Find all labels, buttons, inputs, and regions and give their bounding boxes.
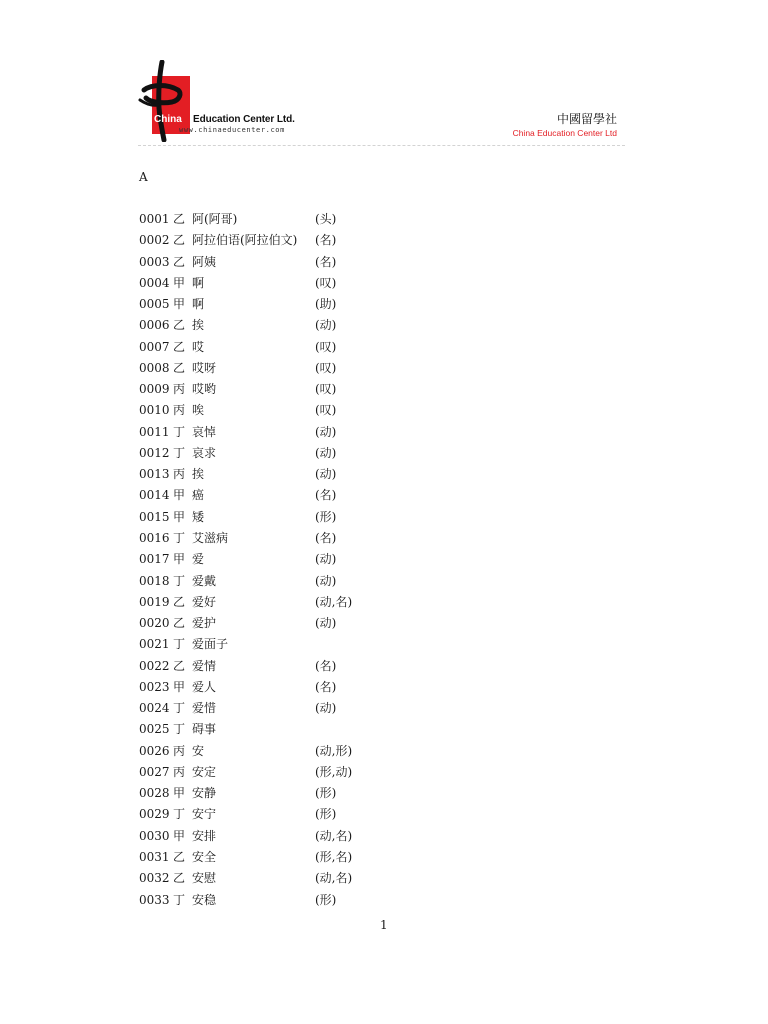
entry-level: 乙 xyxy=(173,849,186,864)
entry-level: 甲 xyxy=(173,552,186,567)
entry-number: 0019 xyxy=(139,594,170,609)
entry-number: 0021 xyxy=(139,637,170,652)
entry-part-of-speech: (形) xyxy=(315,509,337,524)
entry-word: 癌 xyxy=(192,488,205,503)
entry-level: 丙 xyxy=(173,403,186,418)
entry-level: 丁 xyxy=(173,424,186,439)
entry-level: 乙 xyxy=(173,233,186,248)
entry-word: 挨 xyxy=(192,318,205,333)
entry-part-of-speech: (动,名) xyxy=(315,871,353,886)
entry-level: 丁 xyxy=(173,892,186,907)
entry-number: 0031 xyxy=(139,849,170,864)
entry-number: 0008 xyxy=(139,360,170,375)
entry-part-of-speech: (动,形) xyxy=(315,743,353,758)
entry-level: 丁 xyxy=(173,637,186,652)
entry-number: 0028 xyxy=(139,786,170,801)
entry-level: 丙 xyxy=(173,382,186,397)
entry-word: 安定 xyxy=(192,764,217,779)
entry-word: 哀求 xyxy=(192,445,217,460)
entry-part-of-speech: (形) xyxy=(315,807,337,822)
header-divider xyxy=(138,145,625,146)
entry-level: 乙 xyxy=(173,339,186,354)
entry-word: 哎 xyxy=(192,339,205,354)
entry-level: 丙 xyxy=(173,467,186,482)
entry-word: 爱好 xyxy=(192,594,217,609)
entry-level: 丁 xyxy=(173,530,186,545)
entry-part-of-speech: (动) xyxy=(315,424,337,439)
entry-word: 哀悼 xyxy=(192,424,217,439)
entry-part-of-speech: (形) xyxy=(315,786,337,801)
entry-part-of-speech: (形,动) xyxy=(315,764,353,779)
entry-level: 甲 xyxy=(173,786,186,801)
entry-part-of-speech: (叹) xyxy=(315,382,337,397)
entry-level: 丁 xyxy=(173,573,186,588)
entry-level: 甲 xyxy=(173,488,186,503)
entry-part-of-speech: (叹) xyxy=(315,403,337,418)
entry-level: 丁 xyxy=(173,722,186,737)
entry-level: 甲 xyxy=(173,297,186,312)
entry-number: 0032 xyxy=(139,871,170,886)
entry-word: 阿拉伯语(阿拉伯文) xyxy=(192,233,298,248)
entry-word: 艾滋病 xyxy=(192,530,229,545)
entry-number: 0027 xyxy=(139,764,170,779)
entry-level: 乙 xyxy=(173,360,186,375)
entry-part-of-speech: (动,名) xyxy=(315,828,353,843)
entry-part-of-speech: (形,名) xyxy=(315,849,353,864)
entry-number: 0016 xyxy=(139,530,170,545)
entry-number: 0003 xyxy=(139,254,170,269)
page-header xyxy=(138,60,625,146)
entry-word: 爱人 xyxy=(192,679,217,694)
entry-number: 0012 xyxy=(139,445,170,460)
entry-part-of-speech: (叹) xyxy=(315,339,337,354)
entry-word: 哎呀 xyxy=(192,360,217,375)
entry-number: 0006 xyxy=(139,318,170,333)
entry-word: 安宁 xyxy=(192,807,217,822)
entry-number: 0009 xyxy=(139,382,170,397)
entry-number: 0001 xyxy=(139,212,170,226)
entry-part-of-speech: (动) xyxy=(315,616,337,631)
page-number: 1 xyxy=(380,918,388,932)
entry-word: 矮 xyxy=(192,509,205,524)
entry-number: 0020 xyxy=(139,616,170,631)
logo-website-text: www.chinaeducenter.com xyxy=(179,126,285,134)
entry-part-of-speech: (动,名) xyxy=(315,594,353,609)
entry-level: 丙 xyxy=(173,764,186,779)
entry-part-of-speech: (名) xyxy=(315,530,337,545)
brand-english-name: China Education Center Ltd xyxy=(512,128,617,138)
entry-word: 爱戴 xyxy=(192,573,217,588)
entry-word: 爱面子 xyxy=(192,637,229,652)
entry-number: 0033 xyxy=(139,892,170,907)
entry-word: 安慰 xyxy=(192,871,217,886)
entry-part-of-speech: (头) xyxy=(315,212,337,226)
entry-number: 0029 xyxy=(139,807,170,822)
entry-word: 安稳 xyxy=(192,892,217,907)
entry-word: 爱护 xyxy=(192,616,217,631)
entry-level: 丁 xyxy=(173,445,186,460)
entry-part-of-speech: (动) xyxy=(315,445,337,460)
entry-number: 0025 xyxy=(139,722,170,737)
entry-part-of-speech: (动) xyxy=(315,573,337,588)
entry-part-of-speech: (叹) xyxy=(315,275,337,290)
entry-level: 甲 xyxy=(173,828,186,843)
entry-number: 0022 xyxy=(139,658,170,673)
entry-word: 爱 xyxy=(192,552,205,567)
entry-part-of-speech: (名) xyxy=(315,658,337,673)
entry-word: 安静 xyxy=(192,786,217,801)
entry-level: 甲 xyxy=(173,275,186,290)
entry-level: 乙 xyxy=(173,254,186,269)
entry-word: 爱惜 xyxy=(192,701,217,716)
entry-level: 乙 xyxy=(173,616,186,631)
entry-word: 哎哟 xyxy=(192,382,217,397)
entry-part-of-speech: (名) xyxy=(315,254,337,269)
entry-word: 安 xyxy=(192,743,205,758)
entry-part-of-speech: (叹) xyxy=(315,360,337,375)
logo-company-text: Education Center Ltd. xyxy=(193,114,295,125)
entry-level: 甲 xyxy=(173,509,186,524)
entry-part-of-speech: (助) xyxy=(315,297,337,312)
entry-part-of-speech: (动) xyxy=(315,318,337,333)
entry-word: 啊 xyxy=(192,297,205,312)
entry-level: 丁 xyxy=(173,807,186,822)
entry-word: 安全 xyxy=(192,849,217,864)
entry-number: 0026 xyxy=(139,743,170,758)
entry-number: 0013 xyxy=(139,467,170,482)
entry-number: 0023 xyxy=(139,679,170,694)
entry-word: 挨 xyxy=(192,467,205,482)
entry-word: 安排 xyxy=(192,828,217,843)
entry-word: 爱情 xyxy=(192,658,217,673)
company-logo xyxy=(138,60,308,142)
entry-part-of-speech: (名) xyxy=(315,488,337,503)
entry-number: 0011 xyxy=(139,424,170,439)
entry-number: 0015 xyxy=(139,509,170,524)
entry-level: 乙 xyxy=(173,658,186,673)
entry-part-of-speech: (动) xyxy=(315,552,337,567)
entry-number: 0024 xyxy=(139,701,170,716)
entry-level: 乙 xyxy=(173,871,186,886)
entry-part-of-speech: (名) xyxy=(315,679,337,694)
entry-level: 甲 xyxy=(173,679,186,694)
entry-level: 丙 xyxy=(173,743,186,758)
entry-word: 唉 xyxy=(192,403,205,418)
entry-number: 0017 xyxy=(139,552,170,567)
entry-number: 0030 xyxy=(139,828,170,843)
entry-word: 阿(阿哥) xyxy=(192,212,238,226)
entry-word: 阿姨 xyxy=(192,254,217,269)
entry-word: 碍事 xyxy=(192,722,217,737)
entry-number: 0014 xyxy=(139,488,170,503)
entry-number: 0018 xyxy=(139,573,170,588)
entry-number: 0002 xyxy=(139,233,170,248)
entry-number: 0004 xyxy=(139,275,170,290)
entry-part-of-speech: (动) xyxy=(315,467,337,482)
entry-number: 0010 xyxy=(139,403,170,418)
entry-level: 乙 xyxy=(173,318,186,333)
logo-china-text: China xyxy=(154,114,182,125)
entry-number: 0007 xyxy=(139,339,170,354)
entry-part-of-speech: (动) xyxy=(315,701,337,716)
entry-level: 丁 xyxy=(173,701,186,716)
entry-level: 乙 xyxy=(173,594,186,609)
entry-level: 乙 xyxy=(173,212,186,226)
section-heading-letter: A xyxy=(139,170,148,184)
brand-chinese-name: 中國留學社 xyxy=(556,112,617,126)
entry-word: 啊 xyxy=(192,275,205,290)
entry-part-of-speech: (形) xyxy=(315,892,337,907)
entry-part-of-speech: (名) xyxy=(315,233,337,248)
entry-number: 0005 xyxy=(139,297,170,312)
